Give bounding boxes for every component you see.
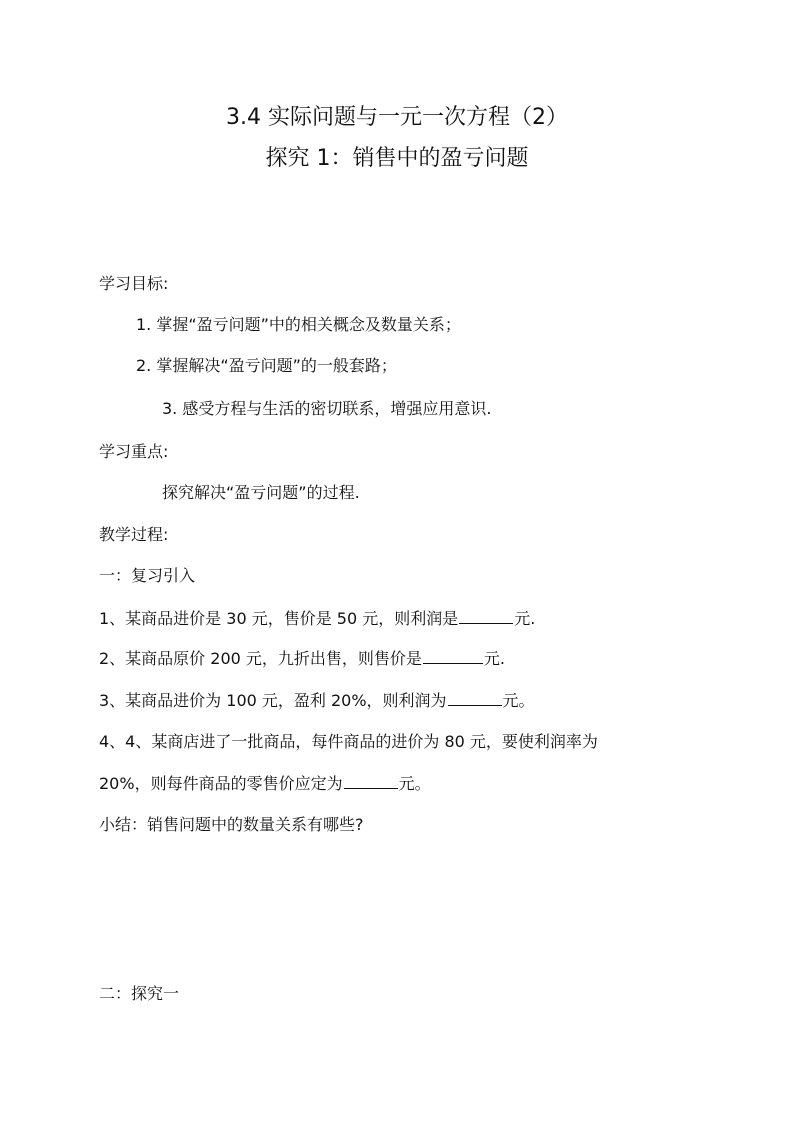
review-summary: 小结：销售问题中的数量关系有哪些? bbox=[99, 815, 364, 834]
question-text: 20%，则每件商品的零售价应定为 bbox=[99, 774, 343, 793]
review-question-2 bbox=[99, 646, 505, 671]
review-heading: 一：复习引入 bbox=[99, 566, 196, 585]
answer-blank bbox=[344, 771, 398, 789]
question-text: 2、某商品原价 200 元，九折出售，则售价是 bbox=[99, 649, 422, 668]
objectives-heading: 学习目标: bbox=[99, 274, 169, 293]
objective-item-1: 1. 掌握“盈亏问题”中的相关概念及数量关系； bbox=[136, 315, 461, 334]
question-unit: 元。 bbox=[502, 691, 535, 710]
review-question-4-line1: 4、4、某商店进了一批商品，每件商品的进价为 80 元，要使利润率为 bbox=[99, 732, 598, 751]
question-unit: 元. bbox=[483, 649, 505, 668]
objective-item-3: 3. 感受方程与生活的密切联系，增强应用意识. bbox=[162, 399, 492, 418]
objective-item-2: 2. 掌握解决“盈亏问题”的一般套路； bbox=[136, 356, 397, 375]
focus-text: 探究解决“盈亏问题”的过程. bbox=[162, 483, 360, 502]
answer-blank bbox=[459, 606, 513, 624]
review-question-1 bbox=[99, 606, 535, 631]
explore-heading: 二：探究一 bbox=[99, 984, 180, 1003]
page-subtitle: 探究 1：销售中的盈亏问题 bbox=[265, 146, 529, 171]
process-heading: 教学过程: bbox=[99, 525, 169, 544]
focus-heading: 学习重点: bbox=[99, 442, 169, 461]
question-unit: 元. bbox=[514, 609, 536, 628]
question-text: 1、某商品进价是 30 元，售价是 50 元，则利润是 bbox=[99, 609, 459, 628]
question-text: 3、某商品进价为 100 元，盈利 20%，则利润为 bbox=[99, 691, 447, 710]
page-title: 3.4 实际问题与一元一次方程（2） bbox=[226, 105, 568, 130]
question-unit: 元。 bbox=[398, 774, 431, 793]
review-question-3 bbox=[99, 688, 535, 713]
answer-blank bbox=[423, 646, 483, 664]
answer-blank bbox=[448, 688, 502, 706]
review-question-4-line2 bbox=[99, 771, 431, 796]
